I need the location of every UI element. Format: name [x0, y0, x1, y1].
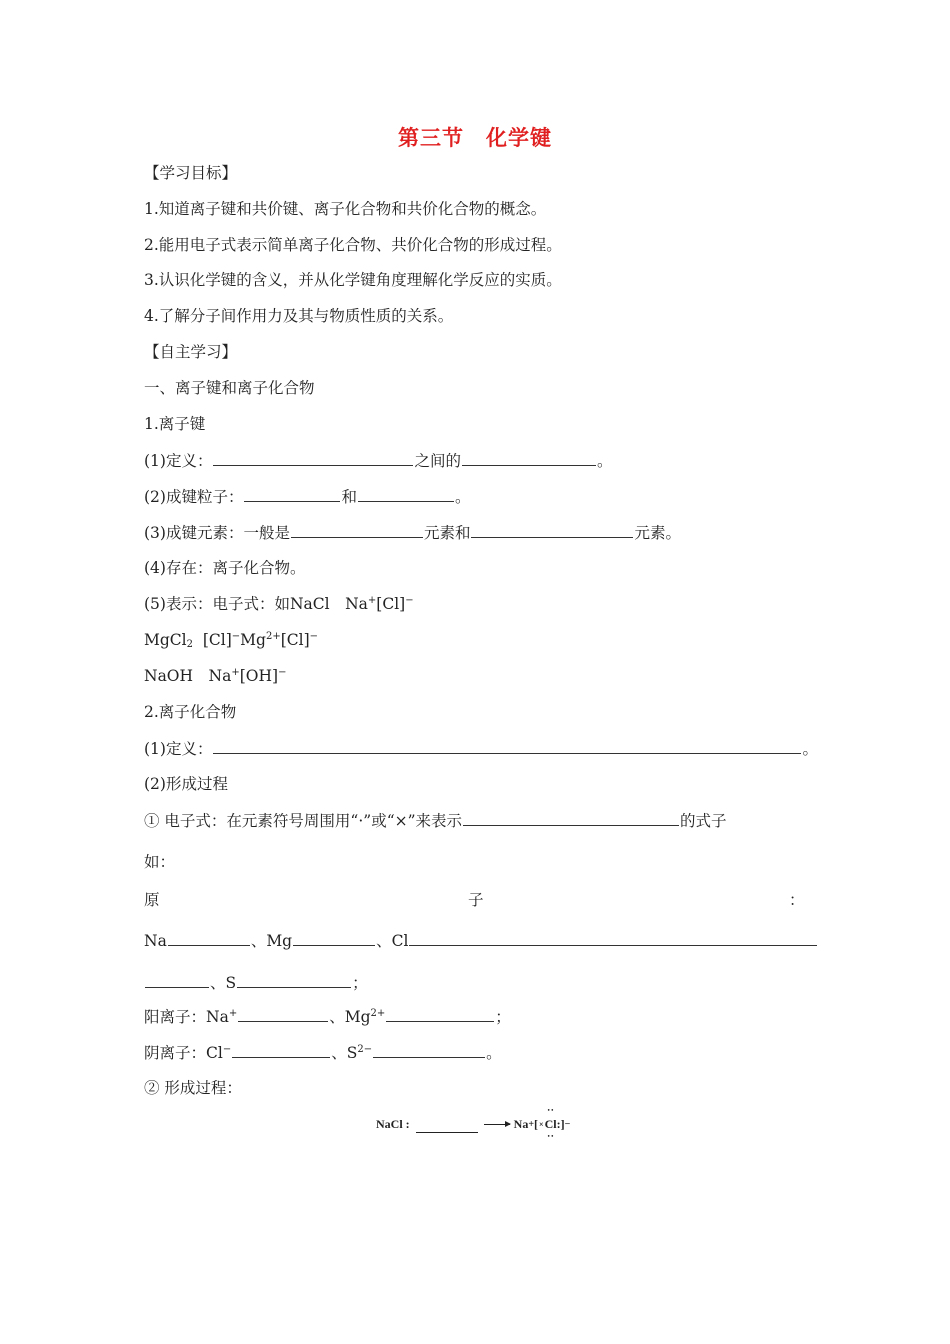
formula-text: Mg — [240, 631, 266, 649]
existence-line: (4)存在：离子化合物。 — [144, 559, 306, 577]
nacl-formation-formula: NaCl : Na + [ × • • Cl • • :] − — [376, 1116, 570, 1133]
definition-line — [144, 738, 818, 759]
example-label: 如： — [144, 853, 176, 871]
definition-line — [144, 450, 613, 471]
element-symbol: 、S — [210, 974, 237, 992]
cation-text: 阳离子：Na — [144, 1008, 229, 1026]
goals-header: 【学习目标】 — [144, 164, 238, 182]
goal-item: 1.知道离子键和共价键、离子化合物和共价化合物的概念。 — [144, 200, 547, 218]
answer-blank[interactable] — [416, 1122, 478, 1133]
answer-blank[interactable] — [232, 1042, 330, 1058]
atom-heading-char: 原 — [144, 891, 160, 909]
formation-heading: ② 形成过程： — [144, 1079, 242, 1097]
electron-formula-text: 的式子 — [680, 812, 727, 830]
elements-text: 元素。 — [634, 524, 681, 542]
chlorine-symbol: • • Cl • • — [545, 1117, 557, 1132]
charge-superscript: 2+ — [265, 631, 281, 642]
formula-text: MgCl — [144, 631, 187, 649]
goal-item: 2.能用电子式表示简单离子化合物、共价化合物的形成过程。 — [144, 236, 562, 254]
elements-line — [144, 522, 681, 543]
charge-superscript: − — [309, 631, 319, 642]
bracket: :] — [556, 1117, 565, 1131]
answer-blank[interactable] — [213, 738, 801, 754]
answer-blank[interactable] — [358, 486, 454, 502]
element-symbol: 、Mg — [250, 932, 293, 950]
answer-blank[interactable] — [244, 486, 340, 502]
charge-superscript: + — [231, 667, 240, 678]
goal-item: 3.认识化学键的含义，并从化学键角度理解化学反应的实质。 — [144, 271, 562, 289]
subsection-heading: 2.离子化合物 — [144, 703, 237, 721]
electron-formula-text: ① 电子式：在元素符号周围用“·”或“×”来表示 — [144, 812, 463, 830]
answer-blank[interactable] — [462, 450, 596, 466]
section-heading: 一、离子键和离子化合物 — [144, 379, 315, 397]
answer-blank[interactable] — [291, 522, 423, 538]
anion-text: 、S — [331, 1044, 358, 1062]
particles-line — [144, 486, 471, 507]
punctuation: 。 — [596, 452, 613, 470]
answer-blank[interactable] — [145, 972, 209, 988]
conjunction: 和 — [341, 488, 357, 506]
formula-text: Na — [513, 1117, 529, 1131]
formula-text: [Cl] — [202, 631, 232, 649]
answer-blank[interactable] — [293, 930, 375, 946]
answer-blank[interactable] — [373, 1042, 485, 1058]
anion-line — [144, 1042, 502, 1063]
anion-text: 阴离子：Cl — [144, 1044, 223, 1062]
subscript: 2 — [186, 639, 193, 650]
electron-cross: × — [539, 1120, 544, 1129]
formula-text: [Cl] — [280, 631, 310, 649]
answer-blank[interactable] — [237, 972, 351, 988]
particles-label: (2)成键粒子： — [144, 488, 244, 506]
answer-blank[interactable] — [168, 930, 250, 946]
formula-label: NaCl : — [376, 1117, 410, 1131]
page-title: 第三节 化学键 — [398, 126, 552, 150]
punctuation: 。 — [486, 1044, 502, 1062]
expression-line — [144, 594, 414, 614]
charge-superscript: − — [231, 631, 241, 642]
cation-line — [144, 1006, 511, 1027]
definition-text: 之间的 — [414, 452, 461, 470]
answer-blank[interactable] — [238, 1006, 328, 1022]
elements-label: (3)成键元素：一般是 — [144, 524, 290, 542]
self-study-header: 【自主学习】 — [144, 343, 238, 361]
cation-text: 、Mg — [329, 1008, 371, 1026]
sulfur-line — [144, 972, 368, 993]
charge-superscript: − — [405, 595, 414, 606]
formula-text: NaOH Na — [144, 667, 232, 685]
charge-superscript: + — [228, 1008, 238, 1019]
charge-superscript: 2+ — [370, 1008, 386, 1019]
atoms-line — [144, 930, 818, 951]
subsection-heading: 1.离子键 — [144, 415, 206, 433]
charge-superscript: − — [278, 667, 287, 678]
charge-superscript: + — [367, 595, 377, 606]
elements-text: 元素和 — [423, 524, 471, 542]
charge-superscript: − — [222, 1044, 232, 1055]
naoh-line — [144, 666, 286, 686]
answer-blank[interactable] — [213, 450, 413, 466]
formula-text: [OH] — [239, 667, 279, 685]
goal-item: 4.了解分子间作用力及其与物质性质的关系。 — [144, 307, 454, 325]
answer-blank[interactable] — [463, 810, 679, 826]
element-symbol: Na — [144, 932, 167, 950]
answer-blank[interactable] — [386, 1006, 494, 1022]
electron-formula-line — [144, 810, 727, 831]
punctuation: 。 — [802, 740, 818, 758]
charge-superscript: 2− — [357, 1044, 373, 1055]
answer-blank[interactable] — [471, 522, 633, 538]
definition-label: (1)定义： — [144, 740, 213, 758]
mgcl2-line — [144, 630, 318, 650]
bracket: [ — [534, 1117, 539, 1131]
punctuation: 。 — [454, 488, 471, 506]
definition-label: (1)定义： — [144, 452, 213, 470]
process-heading: (2)形成过程 — [144, 775, 228, 793]
expression-text: (5)表示：电子式：如NaCl Na — [144, 595, 368, 613]
reaction-arrow-icon — [484, 1124, 510, 1125]
punctuation: ； — [352, 974, 368, 992]
atom-heading-char: 子 — [468, 891, 484, 909]
answer-blank[interactable] — [409, 930, 817, 946]
element-symbol: 、Cl — [376, 932, 409, 950]
atom-heading-char: ： — [789, 891, 805, 909]
expression-text: [Cl] — [376, 595, 406, 613]
punctuation: ； — [495, 1008, 511, 1026]
